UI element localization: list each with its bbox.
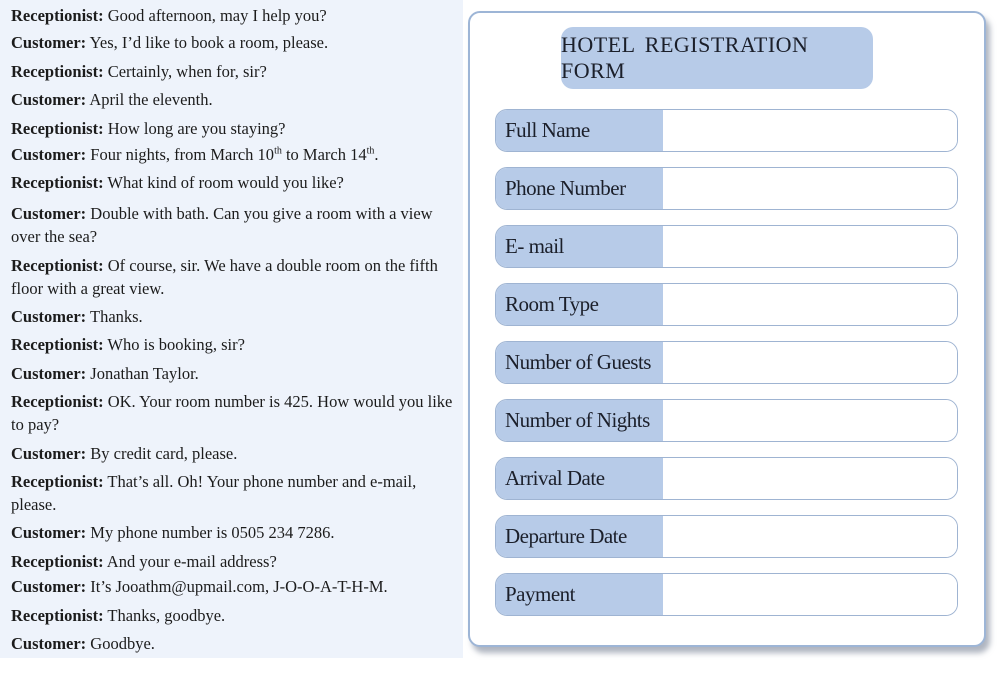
dialogue-text: My phone number is 0505 234 7286. <box>90 523 335 542</box>
speaker-label: Receptionist: <box>11 62 104 81</box>
dialogue-line <box>11 117 459 140</box>
dialogue-text: Of course, sir. We have a double room on the fifth floor with a great view. <box>11 256 438 298</box>
field-label: Phone Number <box>496 168 663 209</box>
number-of-nights-input[interactable] <box>663 400 957 441</box>
dialogue-text: How long are you staying? <box>107 119 286 138</box>
dialogue-text: Goodbye. <box>90 634 155 653</box>
speaker-label: Receptionist: <box>11 392 104 411</box>
dialogue-line <box>11 470 459 516</box>
field-room-type <box>495 283 958 326</box>
dialogue-line <box>11 4 459 27</box>
field-phone-number <box>495 167 958 210</box>
speaker-label: Receptionist: <box>11 6 104 25</box>
full-name-input[interactable] <box>663 110 957 151</box>
dialogue-text: to March 14 <box>281 145 367 164</box>
speaker-label: Receptionist: <box>11 472 104 491</box>
field-full-name <box>495 109 958 152</box>
dialogue-text: Double with bath. Can you give a room with a view over the sea? <box>11 204 433 246</box>
field-number-of-nights <box>495 399 958 442</box>
payment-input[interactable] <box>663 574 957 615</box>
field-label: Payment <box>496 574 663 615</box>
form-title-box <box>561 27 873 89</box>
superscript: th <box>274 145 282 157</box>
dialogue-text: Jonathan Taylor. <box>90 364 199 383</box>
dialogue-text: Thanks, goodbye. <box>107 606 226 625</box>
speaker-label: Receptionist: <box>11 119 104 138</box>
speaker-label: Customer: <box>11 90 87 109</box>
phone-number-input[interactable] <box>663 168 957 209</box>
field-payment <box>495 573 958 616</box>
field-label: Number of Guests <box>496 342 663 383</box>
dialogue-panel <box>0 0 463 658</box>
field-label: Full Name <box>496 110 663 151</box>
dialogue-line <box>11 202 459 248</box>
speaker-label: Customer: <box>11 33 87 52</box>
number-of-guests-input[interactable] <box>663 342 957 383</box>
dialogue-line <box>11 254 459 300</box>
field-departure-date <box>495 515 958 558</box>
dialogue-line <box>11 604 459 627</box>
dialogue-line <box>11 60 459 83</box>
speaker-label: Receptionist: <box>11 552 104 571</box>
superscript: th <box>366 145 375 157</box>
dialogue-text: And your e-mail address? <box>106 552 277 571</box>
dialogue-line <box>11 305 459 328</box>
dialogue-text: Certainly, when for, sir? <box>107 62 267 81</box>
field-label: Departure Date <box>496 516 663 557</box>
speaker-label: Customer: <box>11 634 87 653</box>
dialogue-line <box>11 632 459 655</box>
dialogue-line <box>11 171 459 194</box>
field-number-of-guests <box>495 341 958 384</box>
dialogue-text: By credit card, please. <box>90 444 238 463</box>
dialogue-text: Who is booking, sir? <box>107 335 245 354</box>
dialogue-text: Thanks. <box>89 307 143 326</box>
dialogue-line <box>11 550 459 573</box>
form-title: HOTEL REGISTRATION FORM <box>561 32 809 83</box>
dialogue-line <box>11 521 459 544</box>
field-arrival-date <box>495 457 958 500</box>
dialogue-line <box>11 143 459 166</box>
email-input[interactable] <box>663 226 957 267</box>
speaker-label: Receptionist: <box>11 173 104 192</box>
arrival-date-input[interactable] <box>663 458 957 499</box>
field-label: E- mail <box>496 226 663 267</box>
speaker-label: Customer: <box>11 577 87 596</box>
speaker-label: Customer: <box>11 204 87 223</box>
room-type-input[interactable] <box>663 284 957 325</box>
registration-form <box>468 11 986 647</box>
speaker-label: Receptionist: <box>11 335 104 354</box>
speaker-label: Customer: <box>11 364 87 383</box>
dialogue-text: That’s all. Oh! Your phone number and e-mail, please. <box>11 472 417 514</box>
dialogue-line <box>11 575 459 598</box>
dialogue-text: April the eleventh. <box>89 90 213 109</box>
field-label: Arrival Date <box>496 458 663 499</box>
dialogue-text: Good afternoon, may I help you? <box>107 6 327 25</box>
dialogue-text: OK. Your room number is 425. How would you like to pay? <box>11 392 453 434</box>
speaker-label: Customer: <box>11 145 87 164</box>
dialogue-text: . <box>374 145 379 164</box>
dialogue-line <box>11 31 459 54</box>
field-email <box>495 225 958 268</box>
field-label: Number of Nights <box>496 400 663 441</box>
speaker-label: Customer: <box>11 523 87 542</box>
departure-date-input[interactable] <box>663 516 957 557</box>
dialogue-text: Yes, I’d like to book a room, please. <box>89 33 329 52</box>
dialogue-line <box>11 362 459 385</box>
field-label: Room Type <box>496 284 663 325</box>
dialogue-text: What kind of room would you like? <box>107 173 344 192</box>
dialogue-line <box>11 333 459 356</box>
speaker-label: Customer: <box>11 444 87 463</box>
dialogue-line <box>11 390 459 436</box>
speaker-label: Receptionist: <box>11 606 104 625</box>
speaker-label: Customer: <box>11 307 87 326</box>
dialogue-line <box>11 442 459 465</box>
dialogue-text: It’s Jooathm@upmail.com, J-O-O-A-T-H-M. <box>90 577 388 596</box>
speaker-label: Receptionist: <box>11 256 104 275</box>
dialogue-text: Four nights, from March 10 <box>90 145 275 164</box>
dialogue-line <box>11 88 459 111</box>
